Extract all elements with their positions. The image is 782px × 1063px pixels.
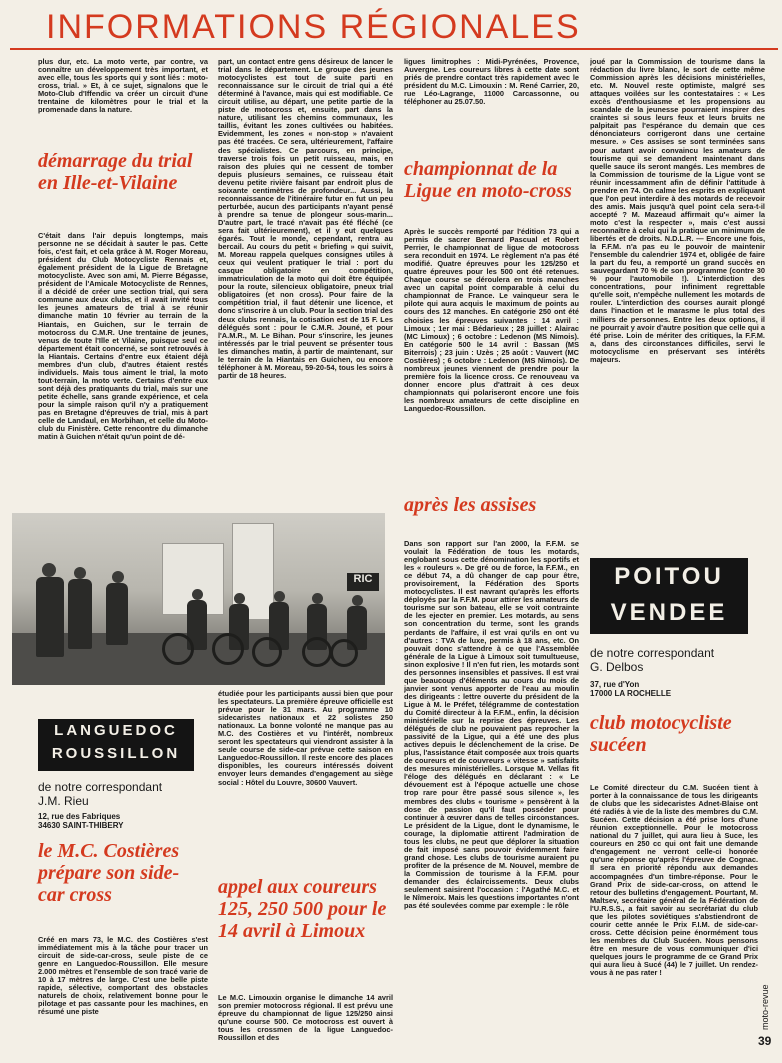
headline-appel-coureurs: appel aux coureurs 125, 250 500 pour le 14 avril à Limoux (218, 876, 387, 942)
title-rule (10, 48, 778, 50)
col1-intro: plus dur, etc. La moto verte, par contre, va connaître un développement très important, et avec elle, tous les sports qui y sont liés : moto-cross, trial. » Et, à ce sujet, signalons que le Moto-Club d'Iffendic va créer un circuit d'une trentaine de kilomètres pour le trial et la promenade dans la nature. (38, 57, 208, 115)
rider-head (274, 591, 285, 602)
rider (68, 579, 92, 649)
col4-body: joué par la Commission de tourisme dans la rédaction du livre blanc, le sort de cette même Commission après les décisions ministérielles, etc. M. Nouvel reste optimiste, malgré ses attaques voilées sur les contestataires : « Les excès d'enthousiasme et les propensions au scandale de la jeunesse pourraient inspirer des craintes si sous leurs feux et leurs bruits ne palpitait pas l'espérance du demain que ces dénonciateurs corrigeront dans une certaine mesure. » Ces assises se sont terminées sans pour autant avoir convaincu les amateurs de tourisme qui se demandent maintenant dans quelle sauce ils seront mangés. Les membres de la Commission de tourisme de la Ligue vont se réunir incessamment afin de définir l'attitude à prendre en 74. On calme les esprits en expliquant que l'on peut interdire à des motards de recevoir des amis. Mais jusqu'à quel point cela sera-t-il accepté ? M. Mazeaud affirmait qu'« aimer la moto c'est la respecter », mais c'est aussi reconnaître à celui qui la pratique un minimum de libertés et de droits. N.D.L.R. — Encore une fois, la F.F.M. n'a pas eu le pouvoir de maintenir l'ensemble du calendrier 1974 et, obligée de faire la part du feu, a remporté un grand succès en sauvegardant 70 % de son programme (contre 30 % pour l'automobile !). L'interdiction des concentrations, pour infiniment regrettable qu'elle soit, n'empêche nullement les motards de rouler. L'interdiction des courses aurait plongé dans l'inaction et le marasme le plus total des milliers de personnes. Entre les deux options, il ne pourrait y avoir d'autre position que celle qui a été prise. Loin de mériter des critiques, la F.F.M. a, dans des circonstances difficiles, servi le motocyclisme en préservant ses intérêts majeurs. (590, 58, 765, 364)
rider-head (192, 589, 203, 600)
poitou-vendee-logo (590, 558, 748, 634)
col3-intro: ligues limitrophes : Midi-Pyrénées, Provence, Auvergne. Les coureurs libres à cette date sont priés de prendre contact très rapidement avec le président du M.C. Limouxin : M. René Carrier, 20, rue Léo-Lagrange, 11000 Carcassonne, ou téléphoner au 25.07.50. (404, 57, 579, 107)
magazine-name: moto-revue (760, 984, 770, 1030)
correspondent-address1-pv: 37, rue d'Yon (590, 680, 640, 689)
correspondent-label-pv: de notre correspondant (590, 646, 715, 660)
correspondent-name-pv: G. Delbos (590, 660, 644, 674)
headline-apres-assises: après les assises (404, 494, 537, 516)
headline-mc-costieres: le M.C. Costières prépare son side-car cross (38, 840, 180, 906)
rider-head (234, 593, 245, 604)
rider (106, 583, 128, 645)
headline-club-sucéen: club motocycliste sucéen (590, 712, 732, 756)
page-number: 39 (758, 1034, 772, 1048)
correspondent-address2-lr: 34630 SAINT-THIBERY (38, 821, 124, 830)
lr-mc-body: Créé en mars 73, le M.C. des Costières s'est immédiatement mis à la tâche pour tracer un circuit de side-car-cross, seule piste de ce genre en Languedoc-Roussillon. Elle mesure 2.000 mètres et l'ensemble de son tracé varie de 10 à 17 mètres de large. C'est une belle piste rapide, sélective, comportant des obstacles naturels de choix, relativement bonne pour le pilotage et pas cassante pour les machines, en résumé une piste (38, 936, 208, 1017)
col3-body2: Dans son rapport sur l'an 2000, la F.F.M. se voulait la Fédération de tous les motards, englobant sous cette dénomination les sportifs et les « rouleurs ». De gré ou de force, la F.F.M., en ce début 74, a dû changer de cap pour être, provisoirement, la Fédération des Sports motocyclistes. Il est navrant qu'après les efforts déployés par la F.F.M. pour attirer les amateurs de tourisme sur son bateau, elle se voit contrainte de les ejecter en premier. Les motards, au sens son concentration du terme, sont les grands perdants de l'affaire, il est vrai qu'ils en ont vu d'autres : TVA de luxe, permis à 18 ans, etc. On pouvait donc s'attendre à ce que l'Assemblée générale de la Ligue à Limoux soit tumultueuse, sinon explosive ! Il n'en fut rien, les motards sont des personnes insensibles et passives. Il est vrai que beaucoup d'éléments au cours du mois de janvier sont venus apporter de l'eau au moulin des dirigeants : lettre ouverte du président de la Ligue à M. le Préfet, télégramme de contestation du Comité directeur à la F.F.M., enfin, la décision ministérielle sur la reprise des épreuves. Les délégués de club ne pouvaient pas reprocher la passivité de la Ligue, qui a été une des plus actives depuis le déclenchement de la crise. De plus, l'assistance était composée aux trois quarts de coureurs et de couvreurs « vitesse » satisfaits des mesures ministérielles. Lorsque M. Vellas fit l'éloge des délégués en déclarant : « Le dévouement est à l'époque actuelle une chose trop rare pour être passé sous silence », les membres des clubs « tourisme » pensèrent à la dose de passion qu'il faut posséder pour continuer à œuvrer dans de telles circonstances. Le président de la Ligue, dont le dynamisme, le courage, la diplomatie attirent l'admiration de tous les clubs, ne peut que déplorer la situation de fait imposé sans pouvoir évidemment faire grand chose. Les clubs de tourisme auraient pu profiter de la présence de M. Nouvel, membre de la Commission de tourisme à la F.F.M. pour demander des éclaircissements. Deux clubs seulement saisirent l'occasion : l'Agathé M.C. et le Nîmeroix. Mais les questions importantes n'ont pas été soulevées comme par exemple : le rôle (404, 540, 579, 911)
headline-championnat-ligue: championnat de la Ligue en moto-cross (404, 158, 572, 202)
logo-line1: LANGUEDOC (54, 722, 178, 739)
rider-head (74, 567, 86, 579)
logo-line2: VENDEE (610, 599, 728, 626)
bike-wheel (302, 637, 332, 667)
languedoc-roussillon-logo (38, 719, 194, 771)
logo-line2: ROUSSILLON (51, 745, 181, 762)
rider-head (312, 593, 323, 604)
pv-club-body: Le Comité directeur du C.M. Sucéen tient à porter à la connaissance de tous les dirigeants de clubs que les sidecaristes Adnet-Blaise ont été radiés à vie de la liste des membres du C.M. Sucéen. Cette décision a été prise lors d'une réunion exceptionnelle. Pour le motocross national du 7 juillet, qui aura lieu à Suce, les coureurs en 250 cc qui ont fait une demande d'engagement ne verront celle-ci honorée qu'une réponse qu'après l'épreuve de Cognac. Il sera en priorité répondu aux demandes accompagnées d'un timbre-réponse. Pour le Grand Prix de side-car-cross, on attend le retour des bulletins d'engagement. Pourtant, M. Maltsev, secrétaire général de la Fédération de l'U.R.S.S., a fait savoir au secrétariat du club que les pilotes soviétiques s'abstiendront de courir cette année le Prix F.I.M. de side-car-cross. Cette décision peine énormément tous les membres du Club Sucéen. Nous pensons être en mesure de vous communiquer d'ici quelques jours le programme de ce Grand Prix qui aura lieu à Sucé (44) le 7 juillet. Un rendez-vous à ne pas rater ! (590, 784, 758, 978)
page-header (10, 2, 778, 50)
rider (36, 577, 64, 657)
bike-wheel (252, 637, 282, 667)
bike-wheel (330, 639, 358, 667)
col2-body: part, un contact entre gens désireux de lancer le trial dans le département. Le groupe des jeunes motocyclistes est tout de suite parti en reconnaissance sur le circuit de trial qui a été déterminé à l'avance, mais qui est modifiable. Ce circuit utilise, au départ, une petite partie de la piste de motocross et, ensuite, part dans la nature, utilisant les chemins communaux, les taillis, évitant les zones cultivées ou habitées. Evidemment, les zones « non-stop » n'avaient pas été tracées. Ce sera, ultérieurement, l'affaire des spécialistes. Ce parcours, en principe, traverse trois fois un petit ruisseau, mais, en raison des pluies qui ne cessent de tomber depuis plusieurs semaines, ce ruisseau était devenu petite rivière faisant par endroit plus de soixante centimètres de profondeur... Aussi, la reconnaissance de l'itinéraire futur en fut un peu perturbée, aucun des participants n'ayant pensé à prendre sa tenue de plongeur sous-marin... D'autre part, le tracé n'avait pas été fléché (ce sera fait ultérieurement), et il y eut quelques égarés. Tout le monde, cependant, rentra au bercail. Au cours du petit « briefing » qui suivit, M. Moreau rappela quelques consignes utiles à ceux qui veulent pratiquer le trial : port du casque obligatoire en compétition, immatriculation de la moto qui doit être équipée pour la route, silencieux obligatoire, pneux trial obligatoires (et non cross). Pour faire de la compétition trial, il faut détenir une licence, et donc s'inscrire à un club. Pour la section trial des deux clubs rennais, la cotisation est de 15 F. Les délégués sont : pour le C.M.R. Jouné, et pour l'A.M.R., M. Le Bihan. Pour s'inscrire, les jeunes intéressés par le trial peuvent se présenter tous les dimanches matin, à partir de maintenant, sur le terrain de la Hiantais en Guichen, ou encore téléphoner à M. Moreau, 59-20-54, tous les soirs à partir de 18 heures. (218, 58, 393, 380)
correspondent-name-lr: J.M. Rieu (38, 794, 89, 808)
correspondent-address2-pv: 17000 LA ROCHELLE (590, 689, 672, 698)
col2b-body2: Le M.C. Limouxin organise le dimanche 14 avril son premier motocross régional. Il est prévu une épreuve du championnat de ligue 125/250 ainsi qu'une course 500. Ce motocross est ouvert à tous les crossmen de la ligue Languedoc-Roussillon et des (218, 994, 393, 1043)
correspondent-address1-lr: 12, rue des Fabriques (38, 812, 121, 821)
rider-head (42, 563, 56, 577)
headline-trial-ille-vilaine: démarrage du trial en Ille-et-Vilaine (38, 150, 193, 194)
col1-body: C'était dans l'air depuis longtemps, mais personne ne se décidait à sauter le pas. Cette fois, c'est fait, et cela grâce à M. Roger Moreau, président du Club Motocycliste Rennais et, également président de la Ligue de Bretagne motocycliste. Avec son ami, M. Pierre Bégasse, président de l'Amicale Motocycliste de Rennes, il a décidé de créer une section trial, qui sera commune aux deux clubs, et il avait invité tous les jeunes amateurs de trial à se réunir dimanche matin 10 février au terrain de la Hiantais, en Guichen, sur le terrain de motocross du C.M.R. Une trentaine de jeunes, venus de toute l'Ille et Vilaine, puisque seul ce département était concerné, se sont retrouvés à la Hiantais. Certains d'entre eux étaient déjà membres d'un club, d'autres étaient restés individuels. Mais tous aiment le trial, la moto tout-terrain, la moto verte. Certains d'entre eux sont déjà des pratiquants du trial, mais sur une petite échelle, sans grande expérience, et cela pour la simple raison qu'il n'y a pratiquement pas en Bretagne d'épreuves de trial, mis à part celle de Landaul, en Morbihan, et celle du Moto-club du Finistère. Cette rencontre du dimanche matin à Guichen n'était qu'un point de dé- (38, 232, 208, 442)
photo-sign: RIC (347, 573, 379, 591)
rider-head (112, 571, 124, 583)
col2b-body: étudiée pour les participants aussi bien que pour les spectateurs. La première épreuve officielle est prévue pour le 31 mars. Au programme 10 sidecaristes nationaux et 22 solistes 250 nationaux. La bonne volonté ne manque pas au M.C. des Costières et vu l'intérêt, nombreux seront les spectateurs qui viendront assister à la seule course de side-car prévue cette saison en Languedoc-Roussillon. Il reste encore des places disponibles, les coureurs intéressés doivent envoyer leurs demandes d'engagement au siège social : Hôtel du Louvre, 30600 Vauvert. (218, 690, 393, 787)
correspondent-label-lr: de notre correspondant (38, 780, 163, 794)
bike-wheel (162, 633, 194, 665)
logo-line1: POITOU (614, 563, 724, 590)
col3-body1: Après le succès remporté par l'édition 73 qui a permis de sacrer Bernard Pascual et Robert Perrier, le championnat de ligue de motocross sera reconduit en 1974. Le règlement n'a pas été modifié. Quatre épreuves pour les 125/250 et quatre épreuves pour les 500 ont été retenues. Chaque course se déroulera en trois manches avec un capital point comparable à celui du championnat de France. Le vainqueur sera le pilote qui aura acquis le maximum de points au cours des 12 manches. En catégorie 250 ont été choisies les épreuves suivantes : 14 avril : Limoux ; 1er mai : Bédarieux ; 28 juillet : Alairac (MC Limoux) ; 6 octobre : Ledenon (MS Nimois). En catégorie 500 le 14 avril : Bassan (MS Biterrois) ; 23 juin : Uzès ; 25 août : Vauvert (MC Costières) ; 6 octobre : Ledenon (MS Nimois). De nombreux jeunes viennent de prendre pour la première fois la licence cross. Ce renouveau va donner encore plus d'attrait à ces deux championnats qui polariseront encore une fois les nombreux amateurs de cette discipline en Languedoc-Roussillon. (404, 228, 579, 414)
rider-head (352, 595, 363, 606)
bike-wheel (212, 633, 244, 665)
page-title: INFORMATIONS RÉGIONALES (46, 8, 581, 46)
motocross-photo (12, 513, 385, 685)
